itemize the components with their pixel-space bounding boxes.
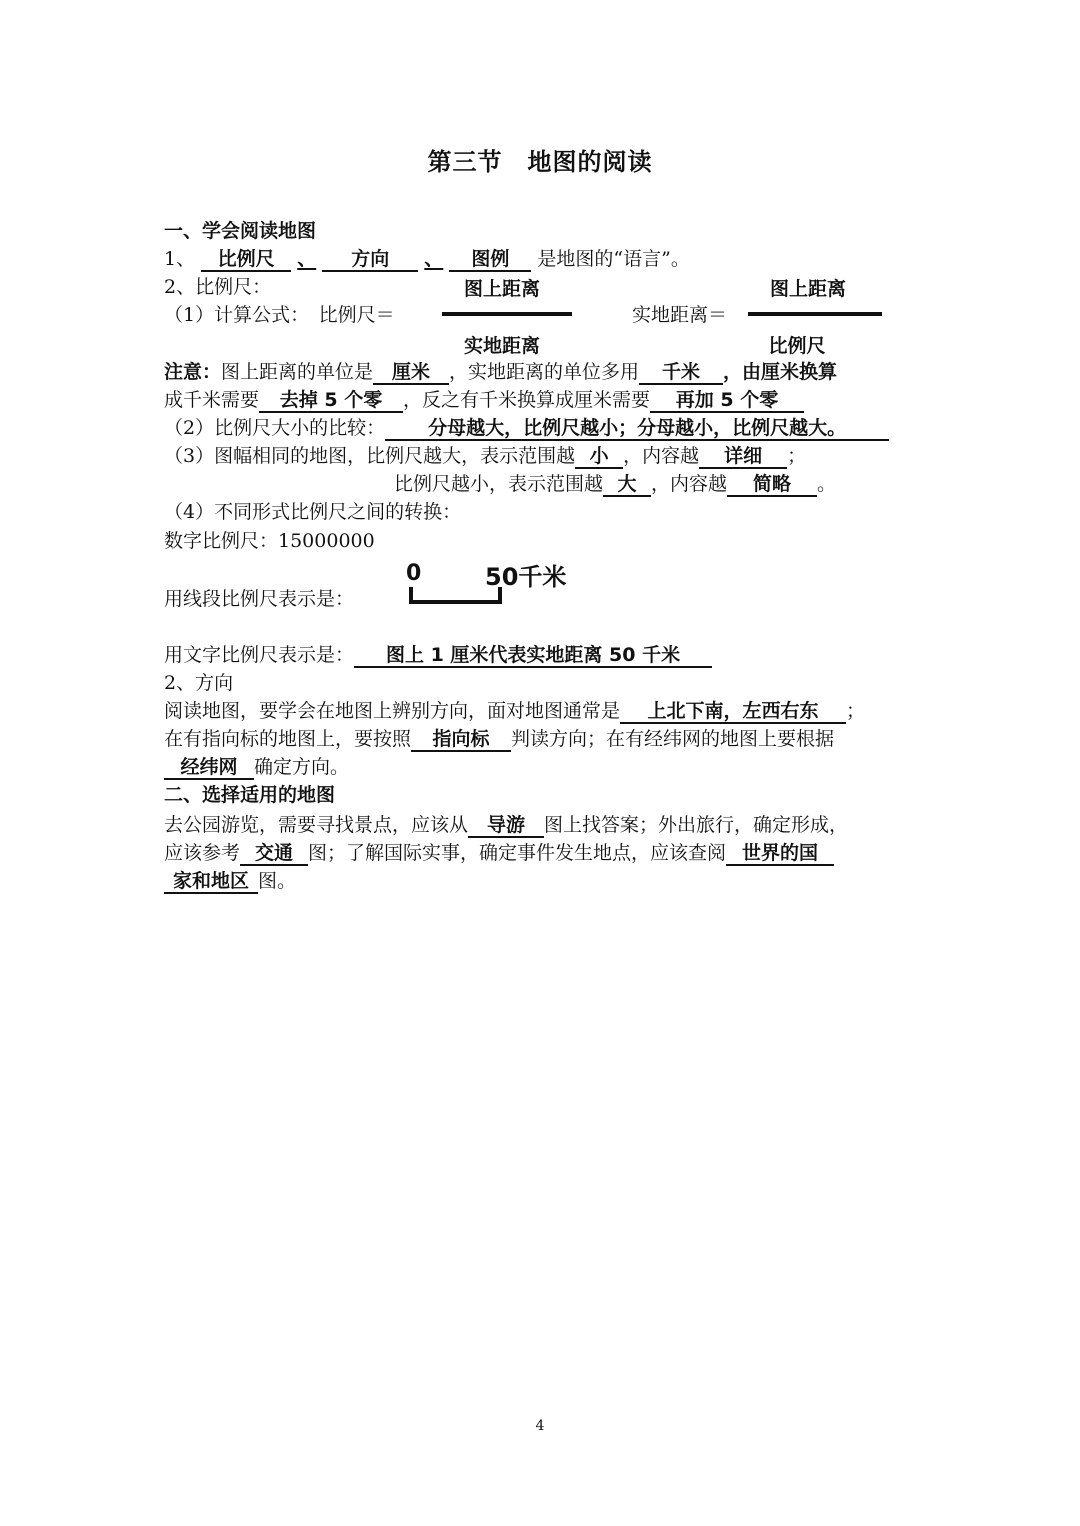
line-text: ； xyxy=(846,700,866,722)
fraction-bar-1 xyxy=(442,312,572,316)
line-text: ，由厘米换算 xyxy=(723,361,838,383)
answer-blank: 交通 xyxy=(240,842,308,866)
line-text: 用文字比例尺表示是： xyxy=(164,644,355,666)
answer-blank: 分母越大，比例尺越小；分母越小，比例尺越大。 xyxy=(385,417,889,441)
section-heading-1: 一、学会阅读地图 xyxy=(164,220,317,242)
answer-blank: 比例尺 xyxy=(201,248,291,272)
scale-bar-zero: 0 xyxy=(406,561,422,586)
line-text: 图。 xyxy=(258,870,297,892)
direction-line-1 xyxy=(164,698,865,724)
line-text: 成千米需要 xyxy=(164,389,260,411)
answer-blank: 详细 xyxy=(699,445,787,469)
page-number: 4 xyxy=(535,1418,545,1434)
answer-blank: 图上 1 厘米代表实地距离 50 千米 xyxy=(354,644,712,668)
line-text: 是地图的“语言”。 xyxy=(537,248,690,270)
answer-blank: 指向标 xyxy=(411,728,511,752)
line-text: 确定方向。 xyxy=(254,756,350,778)
section2-line-1 xyxy=(164,812,848,838)
answer-blank: 方向 xyxy=(322,248,418,272)
line-text: 比例尺越小，表示范围越 xyxy=(394,473,604,495)
separator: 、 xyxy=(424,248,444,270)
answer-blank: 家和地区 xyxy=(164,870,258,894)
numeric-scale: 数字比例尺：15000000 xyxy=(164,530,375,552)
fraction-bar-2 xyxy=(748,312,882,316)
answer-blank: 小 xyxy=(575,445,623,469)
direction-heading: 2、方向 xyxy=(164,672,234,694)
answer-blank: 千米 xyxy=(639,361,723,385)
answer-blank: 大 xyxy=(603,473,651,497)
formula-numerator-1: 图上距离 xyxy=(463,278,540,300)
section2-line-3 xyxy=(164,868,296,894)
answer-blank: 去掉 5 个零 xyxy=(259,389,403,413)
line-text: 图上距离的单位是 xyxy=(221,361,374,383)
line-text: （3）图幅相同的地图，比例尺越大，表示范围越 xyxy=(164,445,576,467)
line-map-language xyxy=(164,246,690,272)
answer-blank: 图例 xyxy=(449,248,531,272)
direction-line-3 xyxy=(164,754,349,780)
line-scale-label: 用线段比例尺表示是： xyxy=(164,588,355,610)
note-line-1 xyxy=(164,359,837,385)
line-prefix: 1、 xyxy=(164,248,196,270)
line-text: （2）比例尺大小的比较： xyxy=(164,417,386,439)
line-text: ，内容越 xyxy=(623,445,700,467)
note-line-2 xyxy=(164,387,804,413)
line-text: 阅读地图，要学会在地图上辨别方向，面对地图通常是 xyxy=(164,700,621,722)
scale-bar-graphic xyxy=(408,585,504,607)
answer-blank: 再加 5 个零 xyxy=(650,389,804,413)
answer-blank: 简略 xyxy=(727,473,817,497)
page-title: 第三节 地图的阅读 xyxy=(427,148,653,176)
line-text: 去公园游览，需要寻找景点，应该从 xyxy=(164,814,469,836)
text-scale-line xyxy=(164,642,712,668)
line-text: 图；了解国际实事，确定事件发生地点，应该查阅 xyxy=(308,842,727,864)
formula-denominator-2: 比例尺 xyxy=(768,335,826,357)
note-label: 注意： xyxy=(164,361,222,383)
line-text: ，反之有千米换算成厘米需要 xyxy=(403,389,651,411)
formula-label-1: （1）计算公式： 比例尺＝ xyxy=(164,304,395,326)
direction-line-2 xyxy=(164,726,834,752)
separator: 、 xyxy=(297,248,317,270)
formula-numerator-2: 图上距离 xyxy=(769,278,846,300)
answer-blank: 厘米 xyxy=(373,361,449,385)
answer-blank: 世界的国 xyxy=(726,842,834,866)
answer-blank: 导游 xyxy=(468,814,544,838)
scale-heading: 2、比例尺： xyxy=(164,276,272,298)
line-text: 图上找答案；外出旅行，确定形成， xyxy=(544,814,849,836)
line-text: 应该参考 xyxy=(164,842,241,864)
formula-label-2: 实地距离＝ xyxy=(632,304,728,326)
compare-line xyxy=(164,415,889,441)
section2-line-2 xyxy=(164,840,834,866)
line-text: ，内容越 xyxy=(651,473,728,495)
line-text: ，实地距离的单位多用 xyxy=(449,361,640,383)
answer-blank: 经纬网 xyxy=(164,756,254,780)
formula-denominator-1: 实地距离 xyxy=(463,335,540,357)
line-text: ； xyxy=(787,445,807,467)
scale-bar-label: 50千米 xyxy=(485,563,567,591)
range-line-2 xyxy=(394,471,836,497)
line-text: 在有指向标的地图上，要按照 xyxy=(164,728,412,750)
line-text: 。 xyxy=(817,473,837,495)
section-heading-2: 二、选择适用的地图 xyxy=(164,784,336,806)
line-text: 判读方向；在有经纬网的地图上要根据 xyxy=(511,728,835,750)
range-line-1 xyxy=(164,443,806,469)
conversion-heading: （4）不同形式比例尺之间的转换： xyxy=(164,501,462,523)
answer-blank: 上北下南，左西右东 xyxy=(620,700,846,724)
